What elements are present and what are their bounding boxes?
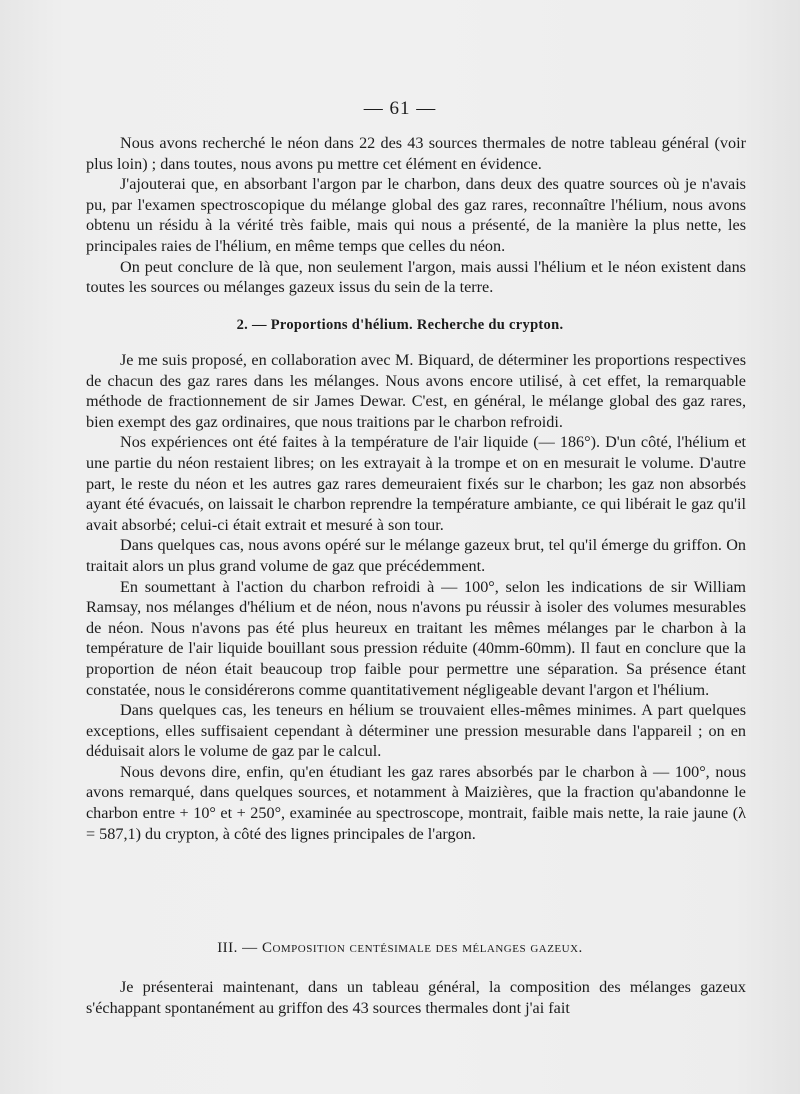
- paragraph: En soumettant à l'action du charbon refroidi à — 100°, selon les indications de sir William Ramsay, nos mélanges d'hélium et de néon, nous n'avons pu réussir à isoler des volumes mesurables de néon. Nous n'avons pas été plus heureux en traitant les mêmes mélanges par le charbon à la température de l'air liquide bouillant sous pression réduite (40mm-60mm). Il faut en conclure que la proportion de néon était beaucoup trop faible pour permettre une séparation. Sa présence étant constatée, nous le considérerons comme quantitativement négligeable devant l'argon et l'hélium.: [86, 577, 746, 699]
- paragraph: Nos expériences ont été faites à la température de l'air liquide (— 186°). D'un côté, l'hélium et une partie du néon restaient libres; on les extrayait à la trompe et on en mesurait le volume. D'autre part, le reste du néon et les autres gaz rares demeuraient fixés sur le charbon; les gaz non absorbés ayant été évacués, on laissait le charbon reprendre la température ambiante, ce qui libérait le gaz qu'il avait absorbé; celui-ci était extrait et mesuré à son tour.: [86, 433, 746, 534]
- paragraph: Dans quelques cas, les teneurs en hélium se trouvaient elles-mêmes minimes. A part quelques exceptions, elles suffisaient cependant à déterminer une pression mesurable dans l'appareil ; on en déduisait alors le volume de gaz par le calcul.: [86, 701, 746, 761]
- section-number: III. —: [217, 940, 262, 956]
- section-3-text: [86, 977, 746, 1018]
- paragraph: On peut conclure de là que, non seulement l'argon, mais aussi l'hélium et le néon existent dans toutes les sources ou mélanges gazeux issus du sein de la terre.: [86, 257, 746, 297]
- section-title: Composition centésimale des mélanges gazeux.: [261, 940, 583, 956]
- page-number: — 61 —: [363, 98, 437, 119]
- section-2-text: [86, 350, 746, 844]
- paragraph: Nous devons dire, enfin, qu'en étudiant les gaz rares absorbés par le charbon à — 100°, nous avons remarqué, dans quelques sources, et notamment à Maizières, que la fraction qu'abandonne le charbon entre + 10° et + 250°, examinée au spectroscope, montrait, faible mais nette, la raie jaune (λ = 587,1) du crypton, à côté des lignes principales de l'argon.: [86, 762, 746, 843]
- paragraph: Dans quelques cas, nous avons opéré sur le mélange gazeux brut, tel qu'il émerge du griffon. On traitait alors un plus grand volume de gaz que précédemment.: [86, 536, 746, 575]
- section-1-text: [86, 133, 746, 298]
- section-heading-composition: [0, 940, 800, 957]
- section-heading-proportions-helium: 2. — Proportions d'hélium. Recherche du crypton.: [236, 317, 564, 333]
- paragraph: Je présenterai maintenant, dans un tableau général, la composition des mélanges gazeux s'échappant spontanément au griffon des 43 sources thermales dont j'ai fait: [86, 978, 746, 1017]
- paragraph: Nous avons recherché le néon dans 22 des 43 sources thermales de notre tableau général (voir plus loin) ; dans toutes, nous avons pu mettre cet élément en évidence.: [86, 134, 746, 173]
- paragraph: Je me suis proposé, en collaboration avec M. Biquard, de déterminer les proportions respectives de chacun des gaz rares dans les mélanges. Nous avons encore utilisé, à cet effet, la remarquable méthode de fractionnement de sir James Dewar. C'est, en général, le mélange global des gaz rares, bien exempt des gaz ordinaires, que nous traitions par le charbon refroidi.: [86, 351, 746, 431]
- paragraph: J'ajouterai que, en absorbant l'argon par le charbon, dans deux des quatre sources où je n'avais pu, par l'examen spectroscopique du mélange global des gaz rares, reconnaître l'hélium, nous avons obtenu un résidu à la vérité très faible, mais qui nous a présenté, de la manière la plus nette, les principales raies de l'hélium, en même temps que celles du néon.: [86, 175, 746, 255]
